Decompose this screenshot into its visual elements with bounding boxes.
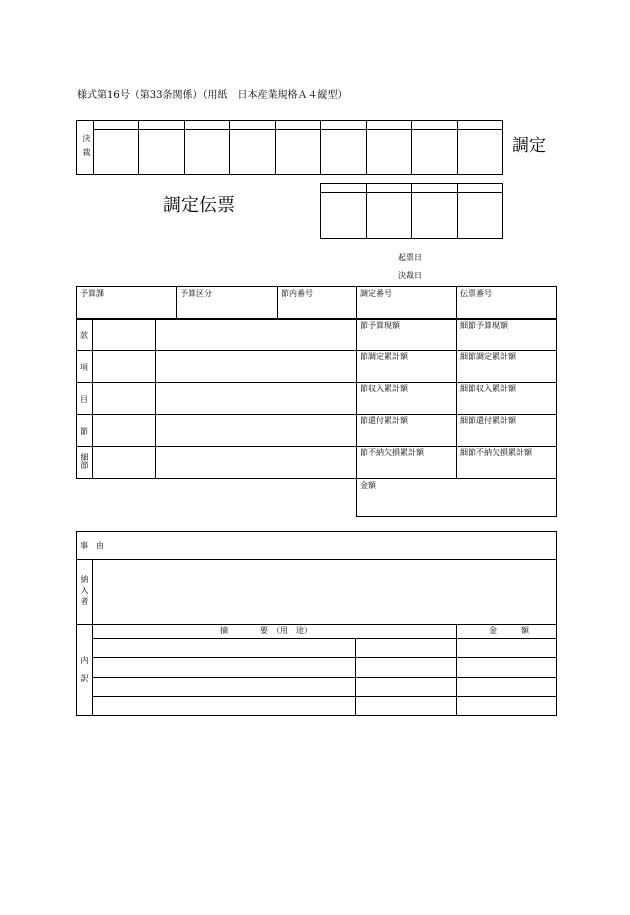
sub-refund-label: 細節還付累計額	[460, 416, 516, 425]
row-moku-label: 目	[80, 395, 88, 404]
form-number: 様式第16号（第33条関係）（用紙 日本産業規格Ａ４縦型）	[77, 90, 348, 101]
sec-refund-label: 節還付累計額	[360, 416, 408, 425]
approval-side-title: 調定	[512, 136, 546, 156]
section-number-label: 節内番号	[281, 289, 313, 298]
row-kan-label: 款	[80, 331, 88, 340]
sub-loss-label: 細節不納欠損累計額	[460, 448, 532, 457]
decision-date-label: 決裁日	[398, 271, 422, 280]
row-setsu-label: 節	[80, 427, 88, 436]
issue-date-label: 起票日	[398, 253, 422, 262]
budget-category-label: 予算区分	[180, 289, 212, 298]
sub-adjust-label: 細節調定累計額	[460, 352, 516, 361]
sec-adjust-label: 節調定累計額	[360, 352, 408, 361]
sec-loss-label: 節不納欠損累計額	[360, 448, 424, 457]
sub-budget-label: 細節予算現額	[460, 321, 508, 330]
amount-label: 金額	[360, 481, 376, 490]
breakdown-label: 内訳	[80, 656, 89, 692]
payer-label: 納入者	[80, 575, 89, 608]
slip-title: 調定伝票	[163, 195, 235, 216]
sec-budget-label: 節予算現額	[360, 321, 400, 330]
sec-income-label: 節収入累計額	[360, 384, 408, 393]
adjust-number-label: 調定番号	[360, 289, 392, 298]
row-kou-label: 項	[80, 363, 88, 372]
amount-header: 金 額	[489, 626, 529, 635]
approval-label-cell	[77, 121, 94, 175]
slip-number-label: 伝票番号	[460, 289, 492, 298]
reason-label: 事 由	[80, 541, 104, 550]
sub-approval-grid	[320, 183, 503, 239]
row-saisetsu-label: 細節	[80, 453, 89, 469]
sub-income-label: 細節収入累計額	[460, 384, 516, 393]
approval-label: 決裁	[82, 134, 91, 162]
budget-section-label: 予算課	[80, 289, 104, 298]
summary-header: 摘 要 （用 途）	[220, 626, 312, 635]
